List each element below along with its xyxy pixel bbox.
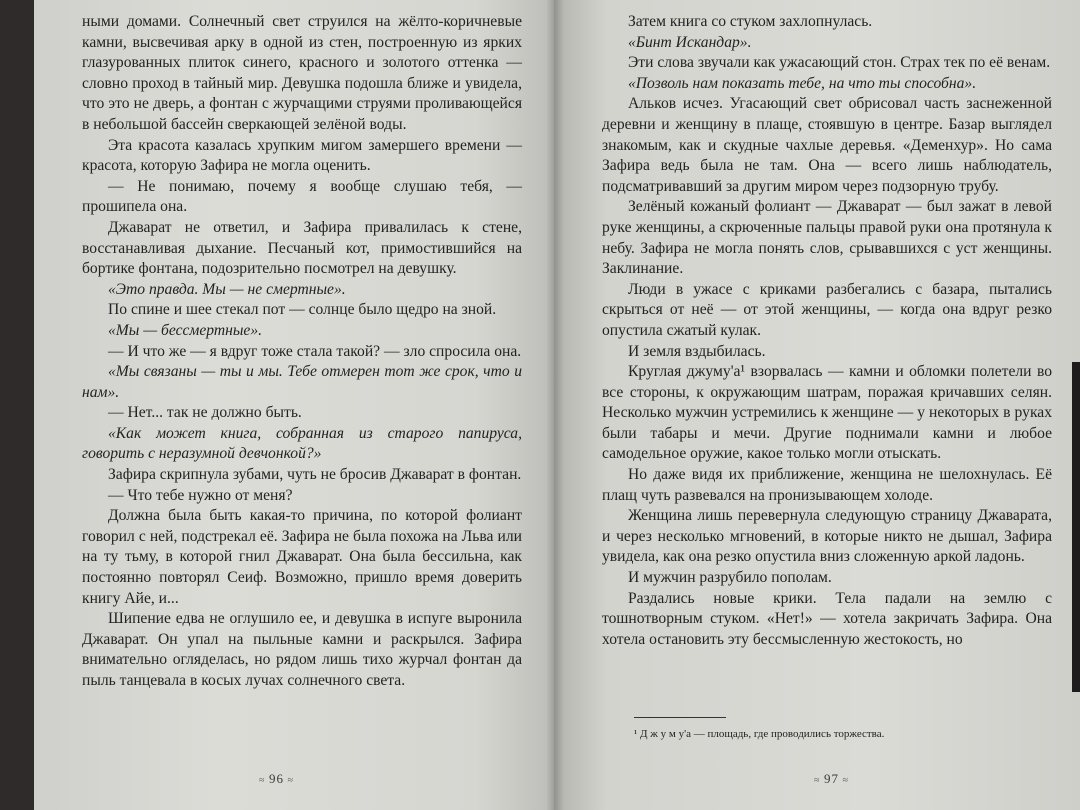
- paragraph: — Не понимаю, почему я вообще слушаю тебя, — прошипела она.: [82, 177, 522, 216]
- paragraph: «Мы связаны — ты и мы. Тебе отмерен тот же срок, что и нам».: [82, 363, 522, 401]
- paragraph: «Бинт Искандар».: [628, 33, 752, 51]
- page-number-96: 96: [269, 771, 284, 786]
- paragraph: Джаварат не ответил, и Зафира привалилась к стене, восстанавливая дыхание. Песчаный кот, примостившийся на бортике фонтана, подозрительно посмотрел на девушку.: [82, 218, 522, 278]
- paragraph: По спине и шее стекал пот — солнце было щедро на зной.: [108, 301, 497, 319]
- left-page-text: [82, 12, 522, 692]
- paragraph: Круглая джуму'а¹ взорвалась — камни и обломки полетели во все стороны, к окружающим шатрам, поражая кричавших селян. Несколько мужчин устремились к женщине — у некоторых в руках были табары и мечи. Другие поднимали камни и любое самодельное оружие, какое только могли отыскать.: [602, 363, 1052, 463]
- paragraph: Эта красота казалась хрупким мигом замершего времени — красота, которую Зафира не могла оценить.: [82, 136, 522, 175]
- paragraph: — И что же — я вдруг тоже стала такой? — зло спросила она.: [108, 342, 522, 360]
- right-page-number: [814, 771, 849, 787]
- page-number-97: 97: [824, 771, 839, 786]
- right-page-text: [602, 12, 1052, 650]
- paragraph: — Нет... так не должно быть.: [108, 404, 302, 422]
- paragraph: — Что тебе нужно от меня?: [108, 486, 293, 504]
- paragraph: Зелёный кожаный фолиант — Джаварат — был зажат в левой руке женщины, а скрюченные пальцы правой руки она протянула к небу. Зафира не могла понять слов, срывавшихся с уст женщины. Заклинание.: [602, 198, 1052, 278]
- paragraph: И мужчин разрубило пополам.: [628, 569, 832, 587]
- left-page: [34, 0, 554, 810]
- book-gutter: [546, 0, 564, 810]
- paragraph: ными домами. Солнечный свет струился на жёлто-коричневые камни, высвечивая арку в одной из стен, построенную из ярких глазурованных плиток синего, красного и золотого оттенка — словно проход в тайный мир. Девушка подошла ближе и увидела, что это не дверь, а фонтан с журчащими струями проливающейся в небольшой бассейн сверкающей зелёной воды.: [82, 13, 522, 133]
- page-ornament-icon: ≈: [814, 775, 824, 786]
- paragraph: Эти слова звучали как ужасающий стон. Страх тек по её венам.: [628, 54, 1051, 72]
- paragraph: Альков исчез. Угасающий свет обрисовал часть заснеженной деревни и женщину в плаще, стоявшую в центре. Базар выглядел знакомым, как и скудные чахлые деревья. «Деменхур». Но сама Зафира ведь была не там. Она — всего лишь наблюдатель, подсматривавший за другим миром через подзорную трубу.: [602, 95, 1052, 195]
- paragraph: «Как может книга, собранная из старого папируса, говорить с неразумной девчонкой?»: [82, 424, 522, 463]
- page-edge-tab: [1072, 362, 1080, 692]
- paragraph: «Позволь нам показать тебе, на что ты способна».: [628, 74, 977, 92]
- paragraph: Должна была быть какая-то причина, по которой фолиант говорил с ней, подстрекал её. Зафира не была похожа на Льва или на ту тьму, в которой гнил Джаварат. Она была бессильна, как постоянно повторял Сеиф. Возможно, пришло время доверить книгу Айе, и...: [82, 507, 522, 607]
- right-page: [554, 0, 1080, 810]
- footnote-divider: [634, 717, 726, 718]
- footnote: ¹ Д ж у м у'а — площадь, где проводились торжества.: [634, 728, 885, 740]
- paragraph: Женщина лишь перевернула следующую страницу Джаварата, и через несколько мгновений, в которые никто не дышал, Зафира увидела, как она резко опустила вниз сложенную аркой ладонь.: [602, 507, 1052, 566]
- paragraph: Люди в ужасе с криками разбегались с базара, пытались скрыться от неё — от этой женщины, — когда она вдруг резко опустила сжатый кулак.: [602, 280, 1052, 339]
- paragraph: Шипение едва не оглушило ее, и девушка в испуге выронила Джаварат. Он упал на пыльные камни и раскрылся. Зафира внимательно огляделась, но рядом лишь тихо журчал фонтан да пыль танцевала в косых лучах солнечного света.: [82, 610, 522, 689]
- paragraph: Затем книга со стуком захлопнулась.: [628, 13, 873, 30]
- page-ornament-icon: ≈: [839, 775, 849, 786]
- left-page-number: [259, 771, 294, 787]
- paragraph: И земля вздыбилась.: [628, 342, 766, 360]
- paragraph: Но даже видя их приближение, женщина не шелохнулась. Её плащ чуть развевался на пронизывающем холоде.: [602, 466, 1052, 504]
- page-ornament-icon: ≈: [284, 775, 294, 786]
- paragraph: Зафира скрипнула зубами, чуть не бросив Джаварат в фонтан.: [108, 466, 522, 484]
- paragraph: «Это правда. Мы — не смертные».: [108, 280, 346, 298]
- book-spread: [34, 0, 1080, 810]
- paragraph: «Мы — бессмертные».: [108, 321, 263, 339]
- paragraph: Раздались новые крики. Тела падали на землю с тошнотворным стуком. «Нет!» — хотела закричать Зафира. Она хотела остановить эту бессмысленную жестокость, но: [602, 589, 1052, 648]
- page-ornament-icon: ≈: [259, 775, 269, 786]
